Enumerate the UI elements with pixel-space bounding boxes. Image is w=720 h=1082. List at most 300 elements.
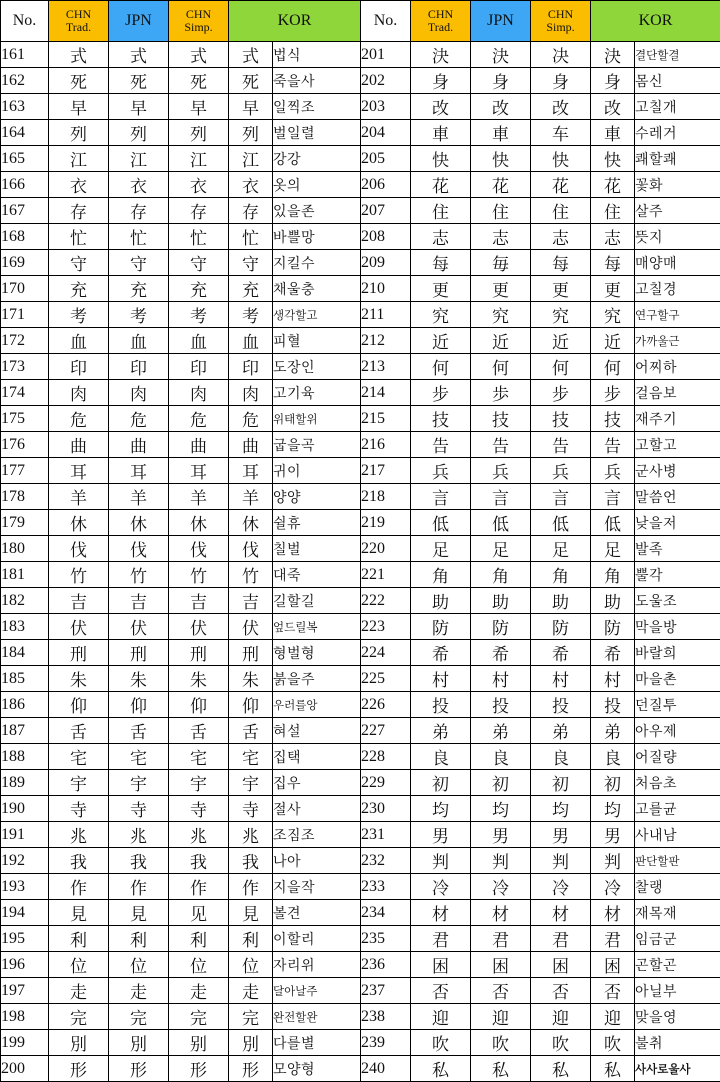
cell-kor-meaning: 뜻지	[635, 224, 720, 250]
cell-jpn: 肉	[109, 380, 169, 406]
cell-jpn: 身	[471, 68, 531, 94]
cell-chn-trad: 死	[49, 68, 109, 94]
header-trad-label: Trad.	[65, 20, 92, 34]
cell-no: 235	[361, 926, 411, 952]
cell-jpn: 早	[109, 94, 169, 120]
cell-no: 197	[1, 978, 49, 1004]
cell-jpn: 存	[109, 198, 169, 224]
cell-jpn: 吹	[471, 1030, 531, 1056]
cell-kor-meaning: 생각할고	[273, 302, 361, 328]
cell-chn-trad: 近	[411, 328, 471, 354]
cell-no: 168	[1, 224, 49, 250]
cell-chn-simp: 早	[169, 94, 229, 120]
cell-no: 162	[1, 68, 49, 94]
cell-chn-trad: 寺	[49, 796, 109, 822]
cell-kor-hanja: 式	[229, 42, 273, 68]
cell-no: 224	[361, 640, 411, 666]
cell-kor-meaning: 위태할위	[273, 406, 361, 432]
cell-chn-simp: 言	[531, 484, 591, 510]
cell-chn-trad: 花	[411, 172, 471, 198]
cell-chn-trad: 何	[411, 354, 471, 380]
cell-no: 186	[1, 692, 49, 718]
cell-kor-hanja: 守	[229, 250, 273, 276]
cell-chn-trad: 存	[49, 198, 109, 224]
table-row	[1, 718, 720, 744]
cell-no: 182	[1, 588, 49, 614]
cell-jpn: 住	[471, 198, 531, 224]
cell-no: 230	[361, 796, 411, 822]
cell-kor-hanja: 死	[229, 68, 273, 94]
cell-kor-meaning: 일찍조	[273, 94, 361, 120]
cell-kor-meaning: 우러를앙	[273, 692, 361, 718]
cell-kor-meaning: 쉴휴	[273, 510, 361, 536]
header-kor-left: KOR	[229, 1, 361, 42]
cell-chn-simp: 存	[169, 198, 229, 224]
cell-chn-simp: 刑	[169, 640, 229, 666]
cell-chn-trad: 改	[411, 94, 471, 120]
cell-jpn: 更	[471, 276, 531, 302]
cell-kor-meaning: 판단할판	[635, 848, 720, 874]
cell-kor-hanja: 近	[591, 328, 635, 354]
cell-kor-meaning: 나아	[273, 848, 361, 874]
table-row	[1, 68, 720, 94]
cell-kor-meaning: 고칠개	[635, 94, 720, 120]
cell-kor-meaning: 칠벌	[273, 536, 361, 562]
cell-chn-simp: 兵	[531, 458, 591, 484]
cell-kor-hanja: 冷	[591, 874, 635, 900]
cell-chn-trad: 利	[49, 926, 109, 952]
cell-no: 206	[361, 172, 411, 198]
cell-jpn: 竹	[109, 562, 169, 588]
cell-kor-hanja: 走	[229, 978, 273, 1004]
cell-kor-meaning: 맞을영	[635, 1004, 720, 1030]
cell-kor-meaning: 아닐부	[635, 978, 720, 1004]
header-no-left: No.	[1, 1, 49, 42]
cell-kor-meaning: 귀이	[273, 458, 361, 484]
cell-jpn: 考	[109, 302, 169, 328]
cell-kor-hanja: 究	[591, 302, 635, 328]
cell-kor-hanja: 伏	[229, 614, 273, 640]
cell-kor-hanja: 羊	[229, 484, 273, 510]
cell-chn-simp: 守	[169, 250, 229, 276]
cell-kor-hanja: 寺	[229, 796, 273, 822]
cell-no: 198	[1, 1004, 49, 1030]
cell-chn-trad: 志	[411, 224, 471, 250]
cell-kor-meaning: 어질량	[635, 744, 720, 770]
cell-chn-trad: 防	[411, 614, 471, 640]
cell-no: 219	[361, 510, 411, 536]
cell-jpn: 投	[471, 692, 531, 718]
cell-no: 238	[361, 1004, 411, 1030]
cell-chn-simp: 见	[169, 900, 229, 926]
cell-kor-hanja: 耳	[229, 458, 273, 484]
cell-chn-simp: 朱	[169, 666, 229, 692]
cell-jpn: 我	[109, 848, 169, 874]
cell-jpn: 否	[471, 978, 531, 1004]
cell-kor-hanja: 位	[229, 952, 273, 978]
cell-jpn: 危	[109, 406, 169, 432]
cell-kor-hanja: 私	[591, 1056, 635, 1082]
cell-kor-meaning: 도장인	[273, 354, 361, 380]
cell-jpn: 技	[471, 406, 531, 432]
cell-chn-simp: 快	[531, 146, 591, 172]
cell-no: 214	[361, 380, 411, 406]
cell-kor-hanja: 助	[591, 588, 635, 614]
cell-jpn: 仰	[109, 692, 169, 718]
cell-no: 228	[361, 744, 411, 770]
cell-chn-simp: 志	[531, 224, 591, 250]
cell-jpn: 江	[109, 146, 169, 172]
cell-chn-simp: 迎	[531, 1004, 591, 1030]
cell-kor-meaning: 바랄희	[635, 640, 720, 666]
cell-chn-simp: 吉	[169, 588, 229, 614]
cell-kor-hanja: 初	[591, 770, 635, 796]
cell-kor-hanja: 朱	[229, 666, 273, 692]
cell-jpn: 利	[109, 926, 169, 952]
cell-no: 217	[361, 458, 411, 484]
cell-chn-trad: 言	[411, 484, 471, 510]
cell-kor-meaning: 다를별	[273, 1030, 361, 1056]
table-row	[1, 614, 720, 640]
cell-chn-simp: 列	[169, 120, 229, 146]
cell-chn-simp: 角	[531, 562, 591, 588]
cell-kor-meaning: 법식	[273, 42, 361, 68]
header-chn-label: CHN	[185, 7, 212, 21]
table-row	[1, 640, 720, 666]
cell-chn-trad: 竹	[49, 562, 109, 588]
cell-no: 194	[1, 900, 49, 926]
table-row	[1, 848, 720, 874]
cell-chn-trad: 快	[411, 146, 471, 172]
cell-kor-hanja: 更	[591, 276, 635, 302]
cell-kor-hanja: 困	[591, 952, 635, 978]
cell-chn-trad: 弟	[411, 718, 471, 744]
table-row	[1, 692, 720, 718]
table-row	[1, 926, 720, 952]
cell-no: 211	[361, 302, 411, 328]
cell-chn-simp: 投	[531, 692, 591, 718]
header-chn-simp-right	[531, 1, 591, 42]
cell-kor-meaning: 연구할구	[635, 302, 720, 328]
cell-chn-simp: 死	[169, 68, 229, 94]
cell-kor-hanja: 住	[591, 198, 635, 224]
cell-kor-meaning: 도울조	[635, 588, 720, 614]
cell-chn-trad: 住	[411, 198, 471, 224]
cell-kor-meaning: 불취	[635, 1030, 720, 1056]
header-chn-trad-left	[49, 1, 109, 42]
cell-kor-hanja: 舌	[229, 718, 273, 744]
cell-no: 177	[1, 458, 49, 484]
cell-chn-trad: 早	[49, 94, 109, 120]
cell-kor-meaning: 매양매	[635, 250, 720, 276]
cell-kor-meaning: 길할길	[273, 588, 361, 614]
cell-no: 203	[361, 94, 411, 120]
table-row	[1, 952, 720, 978]
table-row	[1, 900, 720, 926]
cell-jpn: 死	[109, 68, 169, 94]
cell-jpn: 休	[109, 510, 169, 536]
cell-chn-simp: 何	[531, 354, 591, 380]
cell-jpn: 血	[109, 328, 169, 354]
cell-kor-hanja: 決	[591, 42, 635, 68]
cell-chn-simp: 宅	[169, 744, 229, 770]
cell-kor-hanja: 作	[229, 874, 273, 900]
cell-kor-hanja: 我	[229, 848, 273, 874]
cell-kor-meaning: 발족	[635, 536, 720, 562]
cell-kor-hanja: 忙	[229, 224, 273, 250]
cell-kor-meaning: 붉을주	[273, 666, 361, 692]
table-row	[1, 432, 720, 458]
cell-chn-trad: 見	[49, 900, 109, 926]
cell-kor-hanja: 見	[229, 900, 273, 926]
cell-chn-trad: 位	[49, 952, 109, 978]
cell-chn-simp: 宇	[169, 770, 229, 796]
cell-chn-trad: 身	[411, 68, 471, 94]
cell-jpn: 良	[471, 744, 531, 770]
cell-chn-simp: 告	[531, 432, 591, 458]
cell-chn-trad: 材	[411, 900, 471, 926]
cell-chn-trad: 君	[411, 926, 471, 952]
cell-chn-trad: 血	[49, 328, 109, 354]
cell-chn-trad: 別	[49, 1030, 109, 1056]
cell-chn-simp: 肉	[169, 380, 229, 406]
cell-chn-trad: 決	[411, 42, 471, 68]
header-chn-simp-left	[169, 1, 229, 42]
cell-no: 229	[361, 770, 411, 796]
cell-jpn: 伐	[109, 536, 169, 562]
header-jpn-right: JPN	[471, 1, 531, 42]
cell-kor-hanja: 君	[591, 926, 635, 952]
cell-kor-hanja: 衣	[229, 172, 273, 198]
cell-chn-simp: 休	[169, 510, 229, 536]
cell-kor-hanja: 江	[229, 146, 273, 172]
cell-no: 210	[361, 276, 411, 302]
table-row	[1, 42, 720, 68]
cell-chn-trad: 低	[411, 510, 471, 536]
cell-chn-simp: 住	[531, 198, 591, 224]
cell-jpn: 兵	[471, 458, 531, 484]
cell-kor-hanja: 宇	[229, 770, 273, 796]
cell-jpn: 足	[471, 536, 531, 562]
cell-jpn: 朱	[109, 666, 169, 692]
cell-kor-meaning: 고할고	[635, 432, 720, 458]
cell-jpn: 宇	[109, 770, 169, 796]
table-row	[1, 536, 720, 562]
table-row	[1, 510, 720, 536]
cell-chn-simp: 男	[531, 822, 591, 848]
cell-kor-meaning: 고칠경	[635, 276, 720, 302]
cell-kor-hanja: 希	[591, 640, 635, 666]
cell-chn-trad: 私	[411, 1056, 471, 1082]
cell-no: 183	[1, 614, 49, 640]
cell-chn-trad: 我	[49, 848, 109, 874]
cell-chn-simp: 充	[169, 276, 229, 302]
cell-no: 231	[361, 822, 411, 848]
header-simp-label: Simp.	[546, 20, 575, 34]
cell-no: 165	[1, 146, 49, 172]
cell-jpn: 刑	[109, 640, 169, 666]
cell-kor-meaning: 재주기	[635, 406, 720, 432]
cell-jpn: 形	[109, 1056, 169, 1082]
cell-chn-simp: 耳	[169, 458, 229, 484]
cell-chn-trad: 式	[49, 42, 109, 68]
cell-jpn: 歩	[471, 380, 531, 406]
cell-no: 225	[361, 666, 411, 692]
cell-no: 169	[1, 250, 49, 276]
table-row	[1, 1030, 720, 1056]
cell-chn-simp: 位	[169, 952, 229, 978]
cell-chn-trad: 冷	[411, 874, 471, 900]
cell-kor-hanja: 存	[229, 198, 273, 224]
header-kor-right: KOR	[591, 1, 720, 42]
cell-jpn: 角	[471, 562, 531, 588]
cell-chn-simp: 走	[169, 978, 229, 1004]
cell-no: 205	[361, 146, 411, 172]
cell-kor-meaning: 막을방	[635, 614, 720, 640]
cell-jpn: 言	[471, 484, 531, 510]
table-row	[1, 978, 720, 1004]
cell-kor-meaning: 절사	[273, 796, 361, 822]
cell-kor-hanja: 仰	[229, 692, 273, 718]
table-row	[1, 406, 720, 432]
cell-kor-meaning: 고기육	[273, 380, 361, 406]
cell-kor-hanja: 角	[591, 562, 635, 588]
cell-jpn: 初	[471, 770, 531, 796]
cell-chn-simp: 防	[531, 614, 591, 640]
cell-chn-simp: 形	[169, 1056, 229, 1082]
table-row	[1, 146, 720, 172]
cell-no: 166	[1, 172, 49, 198]
cell-jpn: 男	[471, 822, 531, 848]
cell-chn-trad: 吉	[49, 588, 109, 614]
cell-no: 181	[1, 562, 49, 588]
cell-jpn: 助	[471, 588, 531, 614]
cell-no: 161	[1, 42, 49, 68]
cell-chn-simp: 舌	[169, 718, 229, 744]
cell-kor-meaning: 사사로울사	[635, 1056, 720, 1082]
cell-chn-trad: 困	[411, 952, 471, 978]
cell-kor-meaning: 벌일렬	[273, 120, 361, 146]
cell-no: 174	[1, 380, 49, 406]
cell-chn-simp: 忙	[169, 224, 229, 250]
cell-jpn: 君	[471, 926, 531, 952]
cell-jpn: 私	[471, 1056, 531, 1082]
cell-kor-hanja: 言	[591, 484, 635, 510]
cell-no: 191	[1, 822, 49, 848]
table-row	[1, 874, 720, 900]
cell-kor-hanja: 告	[591, 432, 635, 458]
cell-kor-hanja: 充	[229, 276, 273, 302]
cell-chn-simp: 材	[531, 900, 591, 926]
cell-kor-meaning: 대죽	[273, 562, 361, 588]
cell-jpn: 何	[471, 354, 531, 380]
cell-chn-simp: 良	[531, 744, 591, 770]
cell-chn-trad: 判	[411, 848, 471, 874]
cell-chn-trad: 每	[411, 250, 471, 276]
cell-chn-simp: 希	[531, 640, 591, 666]
cell-kor-meaning: 쾌할쾌	[635, 146, 720, 172]
cell-kor-hanja: 均	[591, 796, 635, 822]
cell-chn-trad: 列	[49, 120, 109, 146]
cell-chn-simp: 江	[169, 146, 229, 172]
cell-jpn: 兆	[109, 822, 169, 848]
cell-chn-trad: 衣	[49, 172, 109, 198]
cell-kor-meaning: 지킬수	[273, 250, 361, 276]
cell-chn-simp: 仰	[169, 692, 229, 718]
cell-no: 172	[1, 328, 49, 354]
cell-kor-meaning: 뿔각	[635, 562, 720, 588]
cell-chn-trad: 宅	[49, 744, 109, 770]
cell-chn-simp: 私	[531, 1056, 591, 1082]
cell-kor-hanja: 志	[591, 224, 635, 250]
cell-jpn: 衣	[109, 172, 169, 198]
cell-kor-hanja: 宅	[229, 744, 273, 770]
cell-kor-meaning: 어찌하	[635, 354, 720, 380]
cell-chn-simp: 羊	[169, 484, 229, 510]
cell-chn-trad: 伏	[49, 614, 109, 640]
cell-kor-meaning: 몸신	[635, 68, 720, 94]
cell-chn-trad: 休	[49, 510, 109, 536]
cell-jpn: 判	[471, 848, 531, 874]
cell-kor-hanja: 曲	[229, 432, 273, 458]
cell-jpn: 冷	[471, 874, 531, 900]
cell-chn-trad: 肉	[49, 380, 109, 406]
table-row	[1, 328, 720, 354]
cell-kor-hanja: 何	[591, 354, 635, 380]
cell-jpn: 防	[471, 614, 531, 640]
cell-no: 180	[1, 536, 49, 562]
table-row	[1, 120, 720, 146]
table-row	[1, 796, 720, 822]
cell-no: 212	[361, 328, 411, 354]
table-row	[1, 770, 720, 796]
cell-chn-simp: 利	[169, 926, 229, 952]
cell-kor-hanja: 判	[591, 848, 635, 874]
cell-chn-trad: 角	[411, 562, 471, 588]
cell-no: 190	[1, 796, 49, 822]
cell-no: 176	[1, 432, 49, 458]
cell-chn-simp: 兆	[169, 822, 229, 848]
cell-chn-trad: 技	[411, 406, 471, 432]
cell-kor-meaning: 이할리	[273, 926, 361, 952]
cell-no: 222	[361, 588, 411, 614]
cell-jpn: 弟	[471, 718, 531, 744]
table-row	[1, 744, 720, 770]
cell-chn-trad: 告	[411, 432, 471, 458]
cell-chn-trad: 耳	[49, 458, 109, 484]
cell-jpn: 忙	[109, 224, 169, 250]
cell-kor-hanja: 吹	[591, 1030, 635, 1056]
table-row	[1, 822, 720, 848]
cell-jpn: 式	[109, 42, 169, 68]
cell-no: 184	[1, 640, 49, 666]
cell-kor-meaning: 가까울근	[635, 328, 720, 354]
cell-chn-trad: 曲	[49, 432, 109, 458]
cell-kor-hanja: 男	[591, 822, 635, 848]
table-row	[1, 302, 720, 328]
cell-kor-hanja: 兵	[591, 458, 635, 484]
cell-chn-trad: 印	[49, 354, 109, 380]
cell-chn-simp: 衣	[169, 172, 229, 198]
cell-no: 167	[1, 198, 49, 224]
cell-chn-trad: 更	[411, 276, 471, 302]
table-row	[1, 1056, 720, 1082]
cell-kor-hanja: 休	[229, 510, 273, 536]
cell-kor-meaning: 바쁠망	[273, 224, 361, 250]
cell-no: 208	[361, 224, 411, 250]
cell-kor-meaning: 양양	[273, 484, 361, 510]
cell-jpn: 列	[109, 120, 169, 146]
